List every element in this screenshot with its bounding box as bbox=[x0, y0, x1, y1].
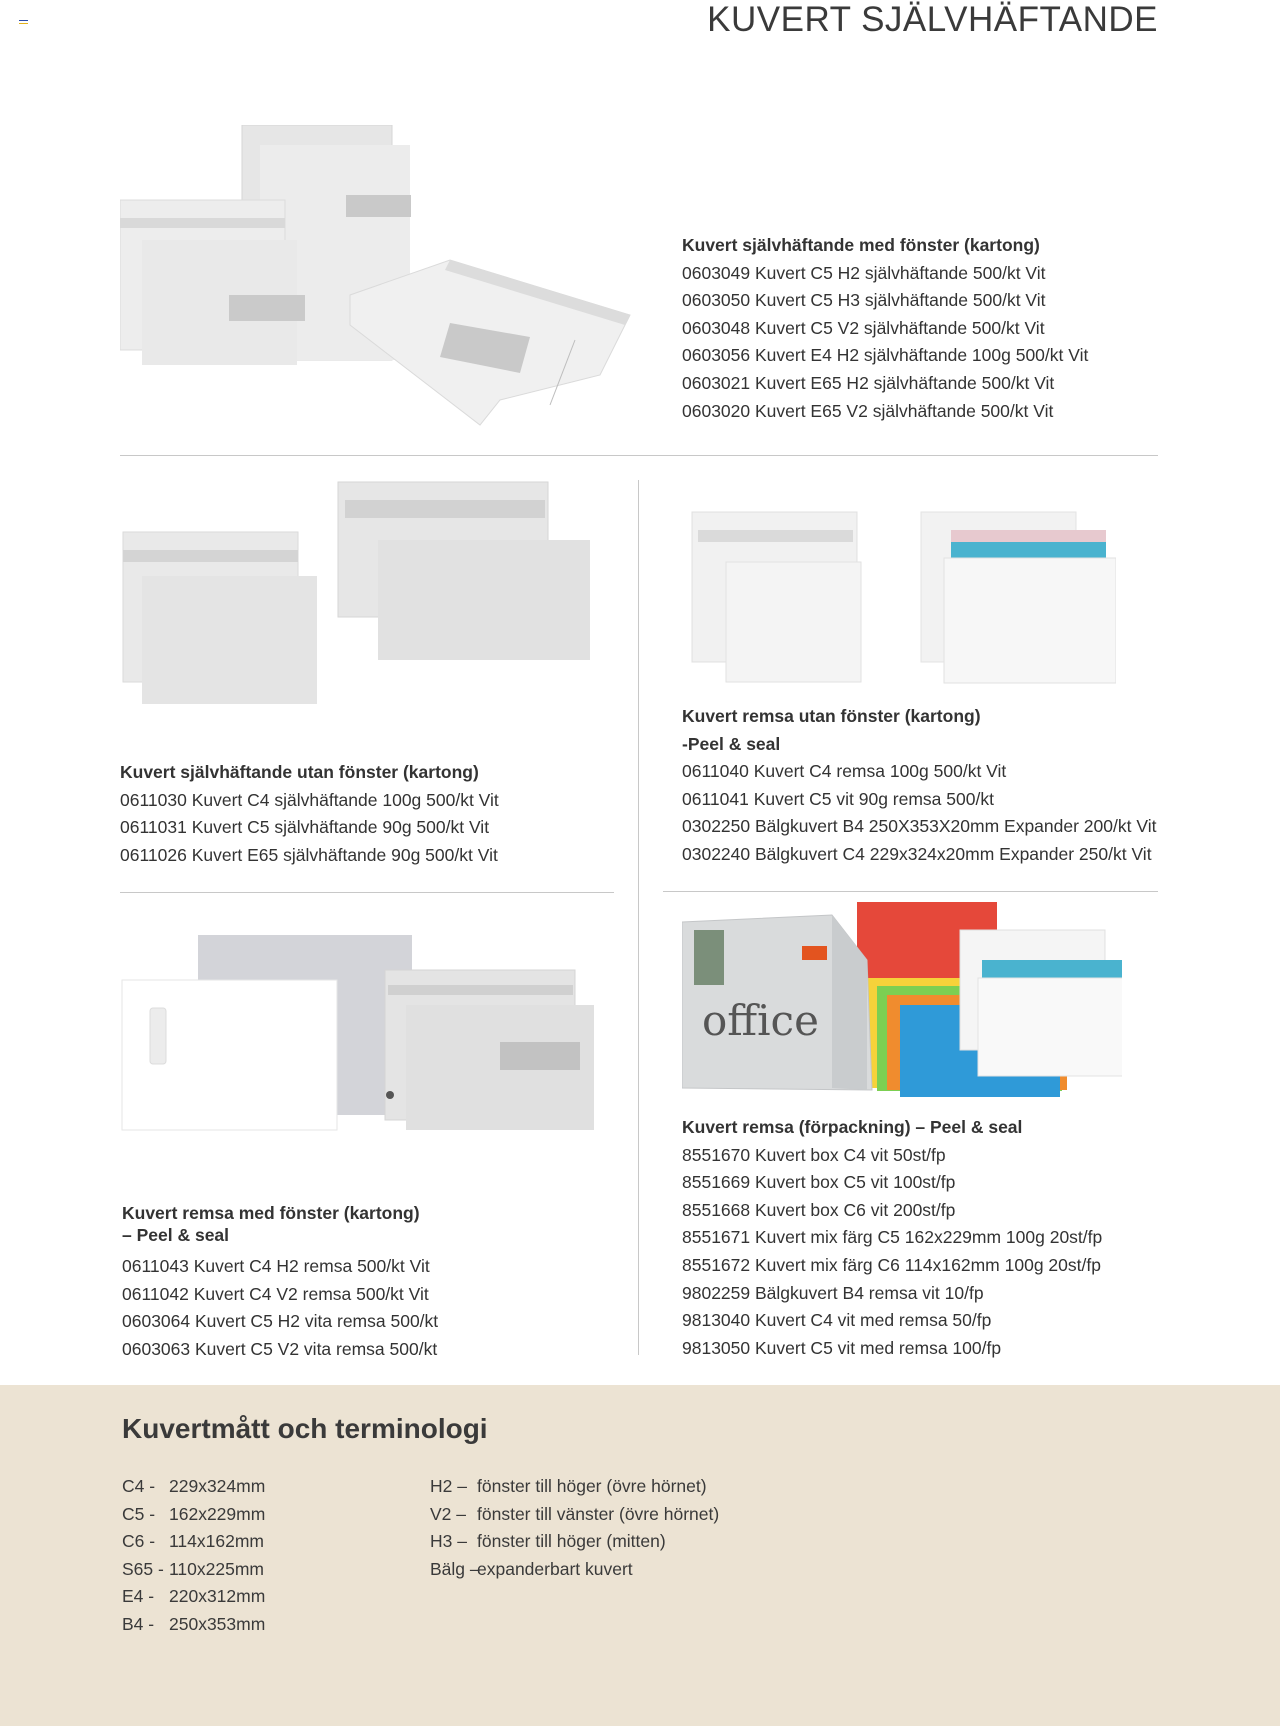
envelopes-with-window-image bbox=[120, 125, 640, 445]
product-item: 0302250 Bälgkuvert B4 250X353X20mm Expander 200/kt Vit bbox=[682, 816, 1157, 837]
term-row bbox=[430, 1501, 719, 1529]
product-item: 0603063 Kuvert C5 V2 vita remsa 500/kt bbox=[122, 1338, 438, 1359]
product-item: 0611043 Kuvert C4 H2 remsa 500/kt Vit bbox=[122, 1256, 430, 1276]
strip-envelopes-with-window-image bbox=[120, 930, 600, 1140]
product-item: 0603021 Kuvert E65 H2 självhäftande 500/kt Vit bbox=[682, 372, 1055, 393]
product-item: 9813050 Kuvert C5 vit med remsa 100/fp bbox=[682, 1337, 1002, 1358]
product-item: 9802259 Bälgkuvert B4 remsa vit 10/fp bbox=[682, 1282, 984, 1303]
product-item: 0302240 Bälgkuvert C4 229x324x20mm Expander 250/kt Vit bbox=[682, 843, 1152, 864]
term-value: fönster till höger (mitten) bbox=[477, 1531, 666, 1552]
term-row bbox=[430, 1528, 719, 1556]
size-key: C5 - bbox=[122, 1503, 160, 1524]
divider bbox=[120, 455, 1158, 456]
size-key: C4 - bbox=[122, 1476, 160, 1496]
product-item: 0603048 Kuvert C5 V2 självhäftande 500/kt Vit bbox=[682, 317, 1045, 338]
product-item: 0611031 Kuvert C5 självhäftande 90g 500/kt Vit bbox=[120, 817, 490, 838]
product-item: 0603049 Kuvert C5 H2 självhäftande 500/kt Vit bbox=[682, 262, 1046, 283]
term-key: H3 – bbox=[430, 1531, 472, 1552]
size-value: 110x225mm bbox=[169, 1558, 265, 1579]
size-row bbox=[122, 1528, 265, 1556]
size-key: S65 - bbox=[122, 1558, 169, 1579]
size-row bbox=[122, 1583, 265, 1611]
menu-icon[interactable] bbox=[19, 20, 28, 27]
term-list bbox=[430, 1473, 719, 1583]
product-item: 0611026 Kuvert E65 självhäftande 90g 500/kt Vit bbox=[120, 844, 498, 865]
product-group-heading: Kuvert självhäftande utan fönster (kartong) bbox=[120, 762, 479, 782]
product-group-window-kartong bbox=[682, 232, 1088, 425]
term-row bbox=[430, 1473, 719, 1501]
product-item: 8551672 Kuvert mix färg C6 114x162mm 100g 20st/fp bbox=[682, 1254, 1101, 1275]
product-item: 0603064 Kuvert C5 H2 vita remsa 500/kt bbox=[122, 1311, 439, 1332]
product-group-strip-no-window bbox=[682, 703, 1156, 869]
size-list bbox=[122, 1473, 265, 1639]
divider bbox=[120, 892, 614, 893]
product-item: 8551670 Kuvert box C4 vit 50st/fp bbox=[682, 1144, 946, 1165]
product-item: 8551668 Kuvert box C6 vit 200st/fp bbox=[682, 1199, 956, 1220]
product-item: 8551669 Kuvert box C5 vit 100st/fp bbox=[682, 1172, 956, 1193]
product-item: 0603020 Kuvert E65 V2 självhäftande 500/kt Vit bbox=[682, 400, 1054, 421]
product-item: 0611041 Kuvert C5 vit 90g remsa 500/kt bbox=[682, 788, 994, 809]
product-group-heading: Kuvert remsa utan fönster (kartong) bbox=[682, 706, 981, 726]
size-value: 250x353mm bbox=[169, 1613, 266, 1634]
envelopes-without-window-image bbox=[120, 480, 600, 730]
page-title: KUVERT SJÄLVHÄFTANDE bbox=[707, 0, 1158, 39]
product-item: 0611030 Kuvert C4 självhäftande 100g 500/kt Vit bbox=[120, 789, 499, 810]
product-item: 0603056 Kuvert E4 H2 självhäftande 100g 500/kt Vit bbox=[682, 345, 1089, 366]
product-group-subheading: -Peel & seal bbox=[682, 733, 781, 754]
terminology-title: Kuvertmått och terminologi bbox=[122, 1413, 488, 1444]
product-group-no-window-kartong bbox=[120, 759, 499, 869]
column-divider bbox=[638, 480, 639, 1355]
size-value: 220x312mm bbox=[169, 1586, 266, 1607]
product-item: 8551671 Kuvert mix färg C5 162x229mm 100g 20st/fp bbox=[682, 1227, 1103, 1248]
product-group-strip-package bbox=[682, 1114, 1102, 1362]
product-item: 9813040 Kuvert C4 vit med remsa 50/fp bbox=[682, 1310, 992, 1331]
size-row bbox=[122, 1501, 265, 1529]
size-value: 229x324mm bbox=[169, 1476, 266, 1496]
term-key: H2 – bbox=[430, 1476, 472, 1496]
product-list-strip-window bbox=[122, 1253, 438, 1363]
divider bbox=[663, 891, 1158, 892]
term-key: Bälg – bbox=[430, 1558, 485, 1579]
size-row bbox=[122, 1556, 265, 1584]
product-group-heading: Kuvert remsa med fönster (kartong) bbox=[122, 1203, 420, 1223]
size-key: E4 - bbox=[122, 1586, 159, 1607]
product-group-subheading: – Peel & seal bbox=[122, 1224, 230, 1245]
product-group-heading: Kuvert remsa (förpackning) – Peel & seal bbox=[682, 1117, 1023, 1137]
strip-envelopes-without-window-image bbox=[686, 510, 1116, 685]
size-value: 114x162mm bbox=[169, 1531, 265, 1552]
term-value: fönster till vänster (övre hörnet) bbox=[477, 1503, 720, 1524]
product-item: 0611040 Kuvert C4 remsa 100g 500/kt Vit bbox=[682, 761, 1007, 782]
product-group-heading: Kuvert självhäftande med fönster (kartong) bbox=[682, 235, 1040, 255]
product-item: 0611042 Kuvert C4 V2 remsa 500/kt Vit bbox=[122, 1283, 429, 1304]
size-key: C6 - bbox=[122, 1531, 160, 1552]
product-item: 0603050 Kuvert C5 H3 självhäftande 500/kt Vit bbox=[682, 290, 1046, 311]
box-brand-label: office bbox=[702, 996, 819, 1045]
size-value: 162x229mm bbox=[169, 1503, 266, 1524]
size-key: B4 - bbox=[122, 1613, 159, 1634]
size-row bbox=[122, 1473, 265, 1501]
product-group-strip-window bbox=[122, 1203, 420, 1246]
term-key: V2 – bbox=[430, 1503, 471, 1524]
strip-envelopes-package-image bbox=[682, 900, 1122, 1100]
terminology-section bbox=[0, 1385, 1280, 1726]
term-value: fönster till höger (övre hörnet) bbox=[477, 1476, 707, 1496]
term-value: expanderbart kuvert bbox=[477, 1558, 633, 1579]
size-row bbox=[122, 1611, 265, 1639]
term-row bbox=[430, 1556, 719, 1584]
